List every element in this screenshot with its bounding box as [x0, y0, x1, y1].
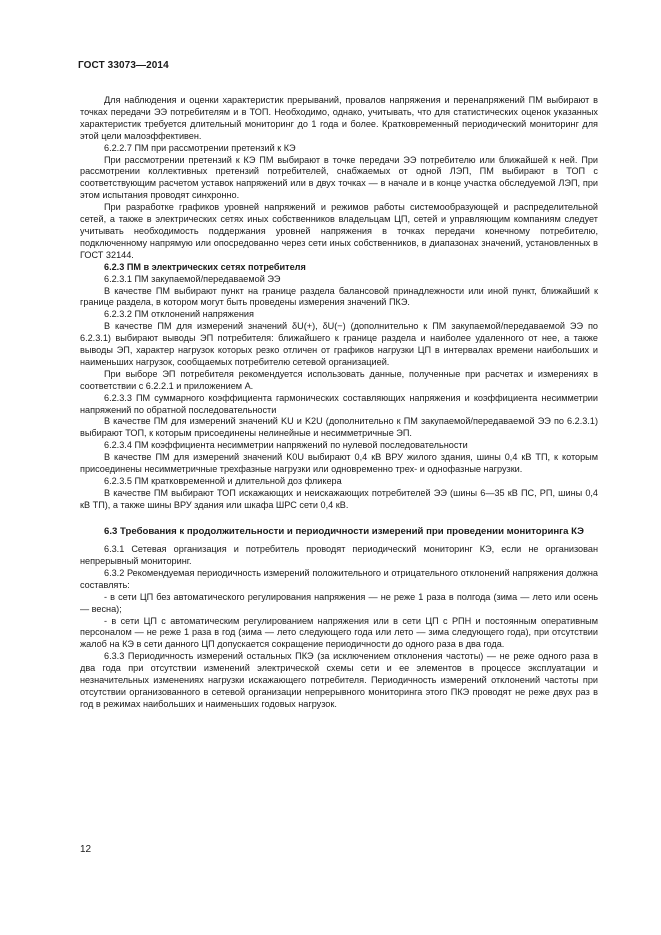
paragraph: 6.2.3.2 ПМ отклонений напряжения	[104, 309, 254, 320]
paragraph: 6.3.2 Рекомендуемая периодичность измерений положительного и отрицательного отклонений напряжения должна составлять:	[80, 567, 598, 590]
paragraph: При рассмотрении претензий к КЭ ПМ выбирают в точке передачи ЭЭ потребителю или ближайшей к ней. При рассмотрении коллективных претензий потребителей, снабжаемых от одной ЛЭП, ПМ выбирают в ТОП с соответствующим расчетом уставок напряжений или в двух точках — в начале и в конце участка обследуемой ЛЭП, при этом испытания проводят синхронно.	[80, 154, 598, 201]
paragraph: 6.3.1 Сетевая организация и потребитель проводят периодический мониторинг КЭ, если не организован непрерывный мониторинг.	[80, 544, 598, 567]
paragraph: 6.2.3.3 ПМ суммарного коэффициента гармонических составляющих напряжения и коэффициента несимметрии напряжений по обратной последовательности	[80, 392, 598, 415]
paragraph: В качестве ПМ для измерений значений K0U выбирают 0,4 кВ ВРУ жилого здания, шины 0,4 кВ ТП, к которым присоединены несимметричные трехфазные нагрузки или одновременно трех- и однофазные нагрузки.	[80, 452, 598, 475]
paragraph: 6.2.3.5 ПМ кратковременной и длительной доз фликера	[104, 476, 342, 486]
section-heading: 6.3 Требования к продолжительности и периодичности измерений при проведении мониторинга КЭ	[104, 525, 584, 537]
paragraph: При разработке графиков уровней напряжений и режимов работы системообразующей и распределительной сетей, а также в электрических сетях иных собственников владельцам ЦП, сетей и управляющим компаниям следует учитывать необходимость поддержания уровней напряжения в точках передачи конечному потребителю, подключенному напрямую или опосредованно через сети иных собственников, в диапазонах значений, установленных в ГОСТ 32144.	[80, 202, 598, 260]
paragraph: При выборе ЭП потребителя рекомендуется использовать данные, полученные при расчетах и измерениях в соответствии с 6.2.2.1 и приложением А.	[80, 368, 598, 391]
paragraph: В качестве ПМ выбирают пункт на границе раздела балансовой принадлежности или иной пункт, ближайший к границе раздела, в котором могут быть проведены измерения значений ПКЭ.	[80, 285, 598, 308]
paragraph: В качестве ПМ для измерений значений KU и K2U (дополнительно к ПМ закупаемой/передаваемой ЭЭ по 6.2.3.1) выбирают ТОП, к которым присоединены нелинейные и несимметричные ЭП.	[80, 416, 598, 439]
paragraph: Для наблюдения и оценки характеристик прерываний, провалов напряжения и перенапряжений ПМ выбирают в точках передачи ЭЭ потребителям и в ТОП. Необходимо, однако, учитывать, что для статистических оценок указанных характеристик требуется длительный мониторинг до 1 года и более. Кратковременный периодический мониторинг для этой цели малоэффективен.	[80, 95, 598, 141]
document-body	[80, 95, 598, 711]
paragraph: В качестве ПМ выбирают ТОП искажающих и неискажающих потребителей ЭЭ (шины 6—35 кВ ПС, РП, шины 0,4 кВ ТП), а также шины ВРУ здания или шкафа ШРС сети 0,4 кВ.	[80, 487, 598, 510]
paragraph: 6.2.2.7 ПМ при рассмотрении претензий к КЭ	[104, 142, 296, 153]
section-heading: 6.2.3 ПМ в электрических сетях потребителя	[104, 261, 306, 272]
document-header: ГОСТ 33073—2014	[78, 60, 169, 71]
paragraph: - в сети ЦП без автоматического регулирования напряжения — не реже 1 раза в полгода (зима — лето или осень — весна);	[80, 591, 598, 614]
paragraph: 6.3.3 Периодичность измерений остальных ПКЭ (за исключением отклонения частоты) — не реже одного раза в два года при отсутствии изменений электрической схемы сети и ее элементов в процессе эксплуатации и незначительных изменениях нагрузки искажающего потребителя. Периодичность измерений отклонений частоты при отсутствии организованного в сетевой организации непрерывного мониторинга этого ПКЭ проводят не реже двух раз в год в режимах наибольших и наименьших годовых нагрузок.	[80, 651, 598, 709]
paragraph: - в сети ЦП с автоматическим регулированием напряжения или в сети ЦП с РПН и постоянным оперативным персоналом — не реже 1 раза в год (зима — лето следующего года или лето — зима следующего года), при отсутствии жалоб на КЭ в сети данного ЦП допускается сокращение периодичности до одного раза в два года.	[80, 615, 598, 650]
page-number: 12	[80, 844, 92, 855]
paragraph: 6.2.3.4 ПМ коэффициента несимметрии напряжений по нулевой последовательности	[104, 440, 468, 451]
paragraph: 6.2.3.1 ПМ закупаемой/передаваемой ЭЭ	[104, 273, 281, 284]
paragraph: В качестве ПМ для измерений значений δU(+), δU(−) (дополнительно к ПМ закупаемой/передаваемой ЭЭ по 6.2.3.1) выбирают выводы ЭП потребителя: ближайшего к границе раздела и наиболее удаленного от нее, а также выводы ЭП, характер нагрузок которых резко отличен от графиков нагрузки ЦП в интервалах времени наибольших и наименьших нагрузок, сообщаемых потребителю сетевой организацией.	[80, 321, 598, 367]
